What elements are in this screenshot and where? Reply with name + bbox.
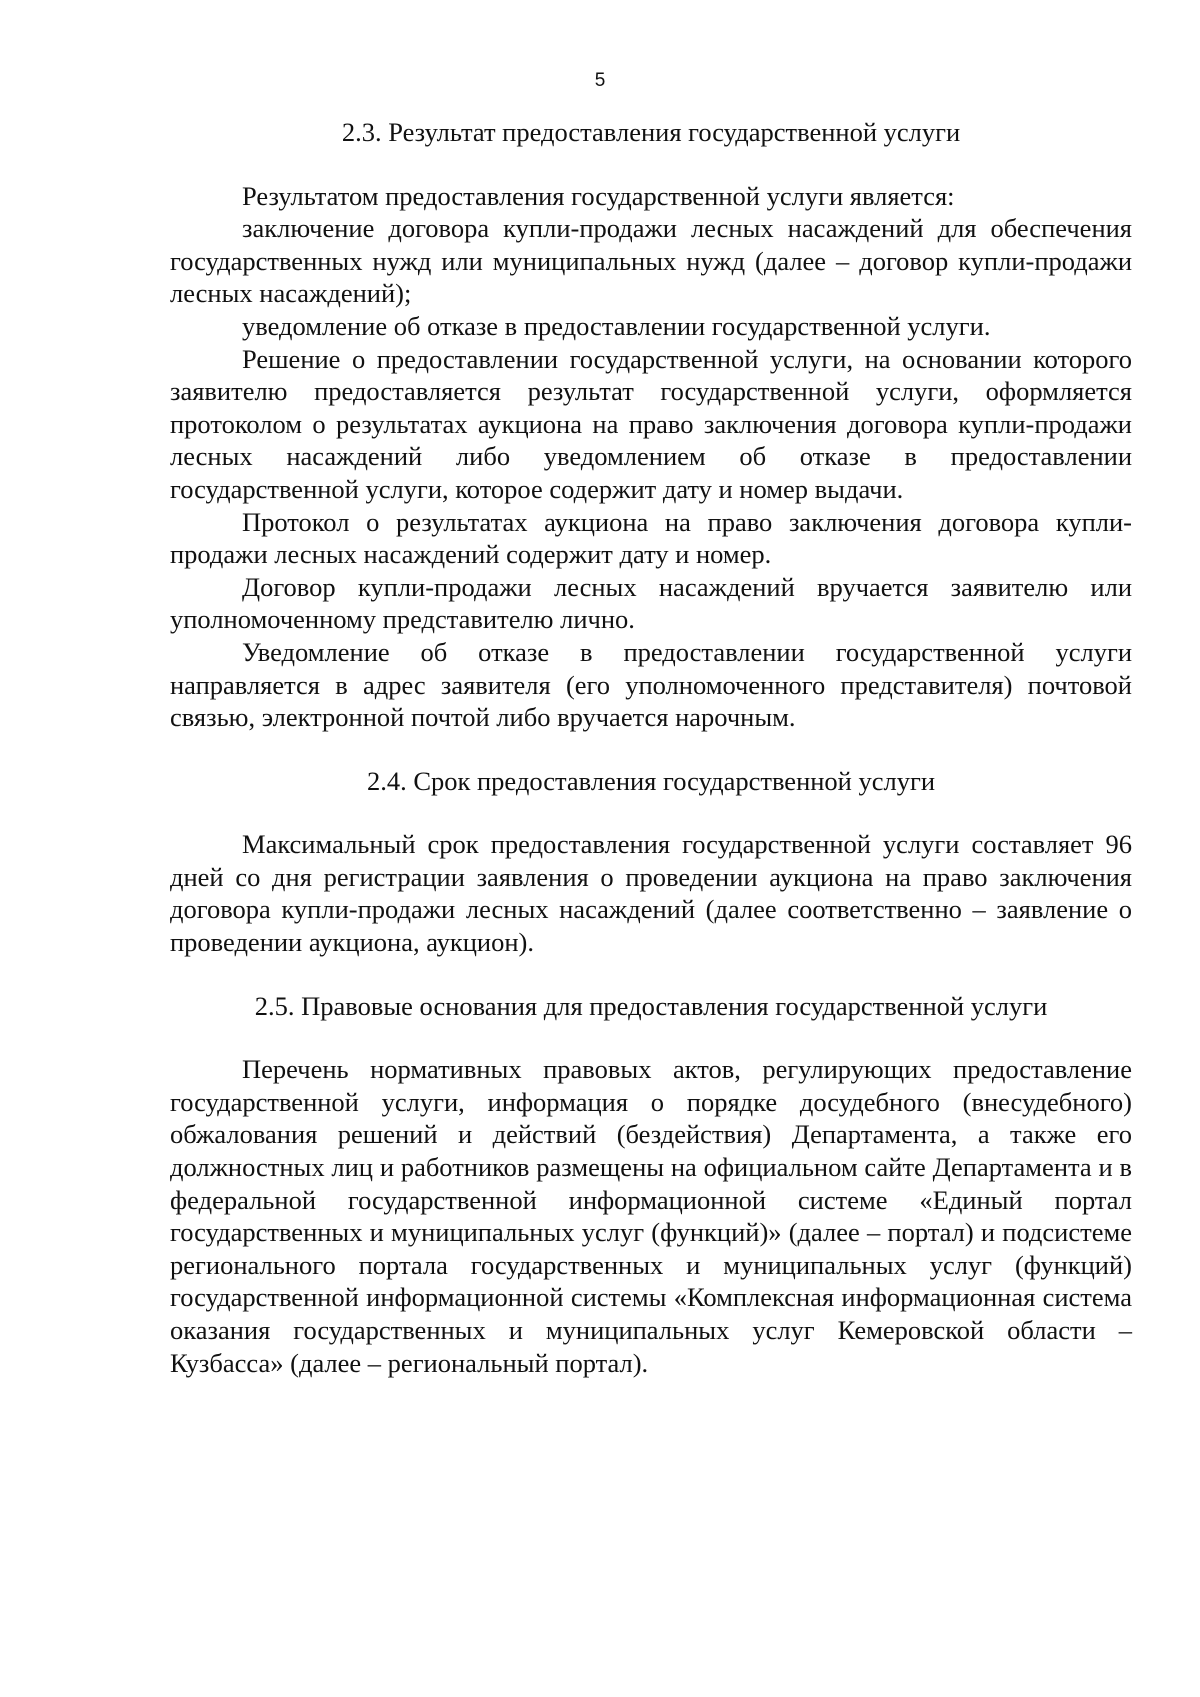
paragraph: Перечень нормативных правовых актов, регулирующих предоставление государственной услуги, информация о порядке досудебного (внесудебного) обжалования решений и действий (бездействия) Департамента, а также его должностных лиц и работников размещены на официальном сайте Департамента и в федеральной государственной информационной системе «Единый портал государственных и муниципальных услуг (функций)» (далее – портал) и подсистеме регионального портала государственных и муниципальных услуг (функций) государственной информационной системы «Комплексная информационная система оказания государственных и муниципальных услуг Кемеровской области – Кузбасса» (далее – региональный портал). — [170, 1054, 1132, 1378]
section-2-3 — [170, 116, 1132, 734]
document-body — [170, 116, 1132, 1379]
section-2-4 — [170, 765, 1132, 959]
section-title: 2.4. Срок предоставления государственной услуги — [366, 765, 936, 796]
paragraph: Решение о предоставлении государственной услуги, на основании которого заявителю предоставляется результат государственной услуги, оформляется протоколом о результатах аукциона на право заключения договора купли-продажи лесных насаждений либо уведомлением об отказе в предоставлении государственной услуги, которое содержит дату и номер выдачи. — [170, 343, 1132, 504]
section-title: 2.3. Результат предоставления государственной услуги — [341, 117, 961, 147]
paragraph: Протокол о результатах аукциона на право заключения договора купли-продажи лесных насаждений содержит дату и номер. — [170, 506, 1132, 570]
paragraph: Результатом предоставления государственной услуги является: — [242, 180, 955, 211]
paragraph: заключение договора купли-продажи лесных насаждений для обеспечения государственных нужд или муниципальных нужд (далее – договор купли-продажи лесных насаждений); — [170, 213, 1132, 309]
section-2-5 — [170, 990, 1132, 1380]
paragraph: Договор купли-продажи лесных насаждений вручается заявителю или уполномоченному представителю лично. — [170, 571, 1132, 635]
paragraph: Максимальный срок предоставления государственной услуги составляет 96 дней со дня регистрации заявления о проведении аукциона на право заключения договора купли-продажи лесных насаждений (далее соответственно – заявление о проведении аукциона, аукцион). — [170, 829, 1132, 958]
paragraph: Уведомление об отказе в предоставлении государственной услуги направляется в адрес заявителя (его уполномоченного представителя) почтовой связью, электронной почтой либо вручается нарочным. — [170, 636, 1132, 733]
paragraph: уведомление об отказе в предоставлении государственной услуги. — [242, 310, 991, 341]
page-number: 5 — [594, 70, 606, 91]
section-title: 2.5. Правовые основания для предоставления государственной услуги — [254, 990, 1048, 1021]
